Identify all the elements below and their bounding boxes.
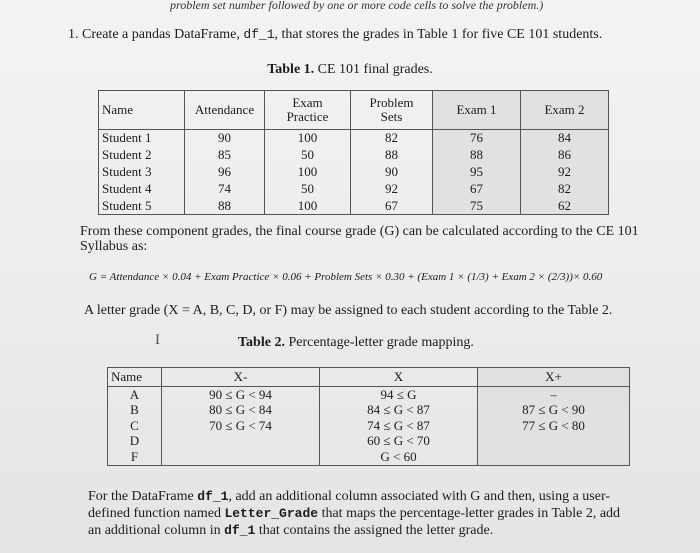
table-row [108,403,630,419]
table-cell: G < 60 [320,449,478,465]
instruction-text: , add an additional column associated with G and then, using a user-defined function named [88,489,610,521]
table-cell: 80 ≤ G < 84 [162,403,320,419]
table-cell: 90 ≤ G < 94 [162,387,320,403]
question-suffix: , that stores the grades in Table 1 for five CE 101 students. [274,27,603,42]
header-note: problem set number followed by one or more code cells to solve the problem.) [170,0,544,12]
table-cell: 88 [433,147,521,164]
table-cell: 82 [351,130,433,147]
instruction-code: df_1 [224,523,256,538]
table-cell: 50 [265,147,351,164]
table-cell: B [108,403,162,419]
table-cell: 90 [351,164,433,181]
table-cell: 62 [521,197,609,214]
table1-header-cell: Attendance [185,91,265,130]
table-cell: 84 ≤ G < 87 [320,403,478,419]
table2-header-row [108,368,630,387]
table2-caption-text: Percentage-letter grade mapping. [284,335,474,350]
table-cell: D [108,434,162,450]
table-cell: Student 5 [99,197,185,214]
table-row [108,449,630,465]
table2-header-cell: X- [162,368,320,387]
question-prefix: 1. Create a pandas DataFrame, [68,27,244,42]
table1-header-cell: Name [99,91,185,130]
table-cell: 100 [265,130,351,147]
table-cell: 95 [433,164,521,181]
table-cell: 100 [265,164,351,181]
table-cell: 90 [185,130,265,147]
question-code: df_1 [243,27,275,42]
instruction-code: Letter_Grade [224,506,319,521]
grades-table [98,90,609,215]
table-cell: 92 [521,164,609,181]
table-row [108,418,630,434]
table-cell: 74 ≤ G < 87 [320,418,478,434]
table-row [108,387,630,403]
letter-grade-table [107,367,630,466]
table-row [99,180,609,197]
table-cell: F [108,449,162,465]
table-cell: C [108,418,162,434]
table-cell: 94 ≤ G [320,387,478,403]
text-cursor-icon: I [155,332,160,348]
table-cell: 85 [185,147,265,164]
question-text [68,27,602,43]
paragraph-grade-intro: From these component grades, the final course grade (G) can be calculated according to the CE 101 Syllabus as: [80,224,639,254]
table-row [99,130,609,147]
table-cell: 50 [265,180,351,197]
table-cell: 67 [433,180,521,197]
table-cell: 88 [351,147,433,164]
table-cell: Student 2 [99,147,185,164]
table-cell: Student 4 [99,180,185,197]
instruction-text: For the DataFrame [88,489,198,504]
table1-caption [0,62,700,78]
table-cell [478,434,630,450]
table-row [108,434,630,450]
table-cell: 77 ≤ G < 80 [478,418,630,434]
table1-header-cell: Exam Practice [265,91,351,130]
table-cell: 60 ≤ G < 70 [320,434,478,450]
table-cell: 82 [521,180,609,197]
table-cell: 74 [185,180,265,197]
grade-formula: G = Attendance × 0.04 + Exam Practice × 0.06 + Problem Sets × 0.30 + (Exam 1 × (1/3) + Exam 2 × (2/3))× 0.60 [89,271,603,283]
table-cell: 86 [521,147,609,164]
table-row [99,147,609,164]
table-cell: 87 ≤ G < 90 [478,403,630,419]
table1-header-cell: Problem Sets [351,91,433,130]
table2-header-cell: Name [108,368,162,387]
table-cell [162,434,320,450]
table2-header-cell: X+ [478,368,630,387]
instruction-text: that maps the percentage-letter grades in Table 2, add an additional column in [88,506,621,538]
table2-caption-label: Table 2. [238,335,285,350]
table-cell: A [108,387,162,403]
table1-header-cell: Exam 2 [521,91,609,130]
table-cell [162,449,320,465]
table1-header-cell: Exam 1 [433,91,521,130]
table-cell: 84 [521,130,609,147]
paragraph-letter-grade: A letter grade (X = A, B, C, D, or F) may be assigned to each student according to the Table 2. [84,303,613,318]
instruction-code: df_1 [197,489,229,504]
table2-header-cell: X [320,368,478,387]
table-cell: 67 [351,197,433,214]
table-cell: 70 ≤ G < 74 [162,418,320,434]
table2-caption [238,335,474,351]
table-cell: 92 [351,180,433,197]
table-cell: 75 [433,197,521,214]
table-cell: 76 [433,130,521,147]
table-cell: 100 [265,197,351,214]
table-cell: Student 3 [99,164,185,181]
table-row [99,164,609,181]
instruction-text: that contains the assigned the letter grade. [255,523,494,538]
paragraph-instructions [88,488,628,539]
table-cell: Student 1 [99,130,185,147]
table-cell: 88 [185,197,265,214]
table-cell: 96 [185,164,265,181]
table-row [99,197,609,214]
table-cell [478,449,630,465]
table1-caption-label: Table 1. [267,62,315,77]
table1-header-row [99,91,609,130]
table-cell: – [478,387,630,403]
table1-caption-text: CE 101 final grades. [314,62,433,77]
